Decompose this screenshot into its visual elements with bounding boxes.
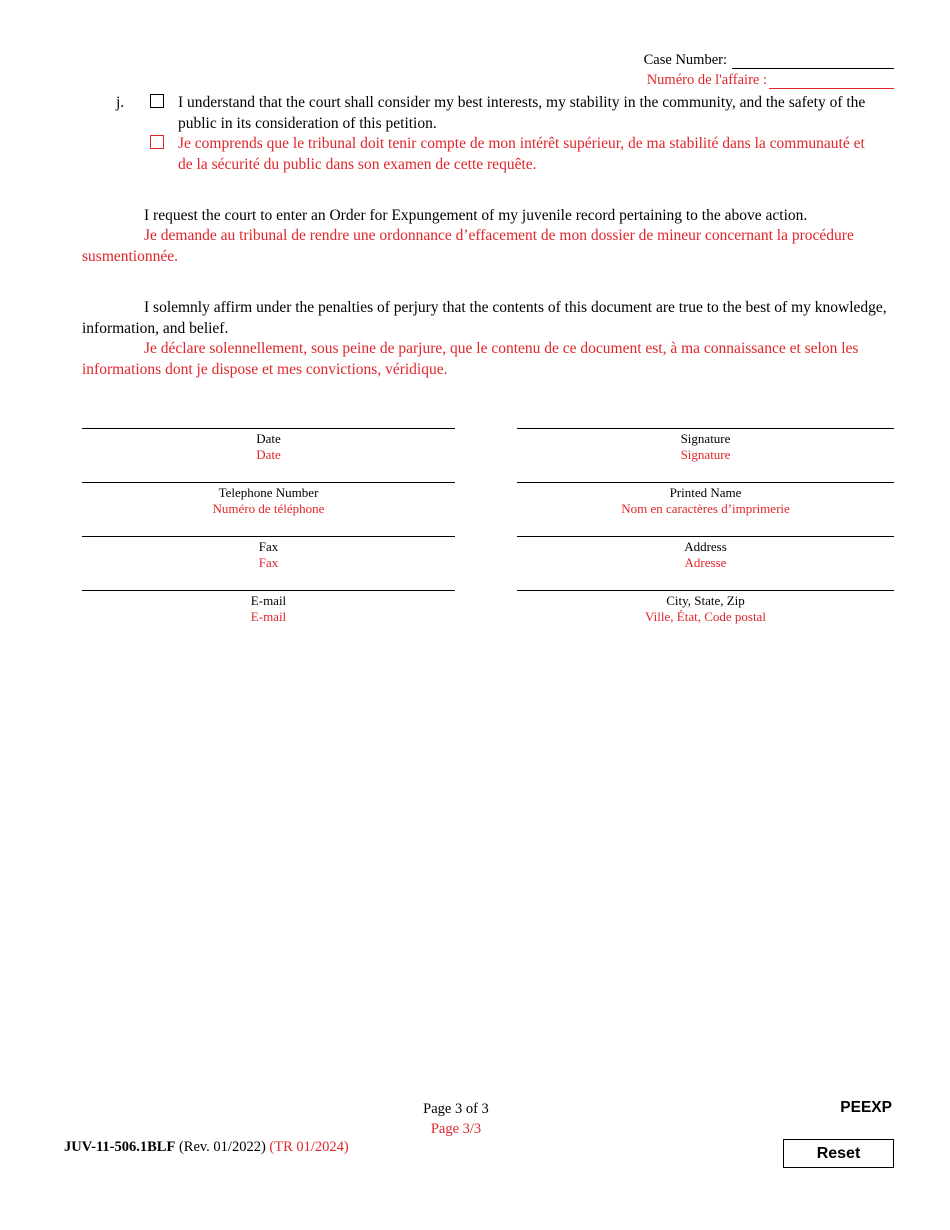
fax-label-fr: Fax (258, 555, 279, 570)
telephone-label-fr: Numéro de téléphone (212, 501, 325, 516)
item-j-marker: j. (116, 94, 125, 111)
form-code: PEEXP (840, 1099, 892, 1116)
item-j-checkbox[interactable] (150, 94, 164, 108)
request-text-fr: Je demande au tribunal de rendre une ordonnance d’effacement de mon dossier de mineur concernant la procédure susmentionnée. (82, 227, 854, 265)
fax-field[interactable] (82, 536, 455, 590)
telephone-field[interactable] (82, 482, 455, 536)
item-j-text-fr: Je comprends que le tribunal doit tenir compte de mon intérêt supérieur, de ma stabilité dans la communauté et de la sécurité du public dans son examen de cette requête. (178, 135, 865, 173)
email-field[interactable] (82, 590, 455, 644)
form-identifier (64, 1139, 349, 1156)
case-number-label-fr: Numéro de l'affaire : (646, 72, 767, 88)
signature-field[interactable] (517, 428, 894, 482)
printed-name-field[interactable] (517, 482, 894, 536)
date-label: Date (256, 431, 281, 446)
page-number: Page 3 of 3 (423, 1101, 489, 1117)
affirmation-text: I solemnly affirm under the penalties of perjury that the contents of this document are true to the best of my knowledge, information, and belief. (82, 299, 887, 337)
form-id: JUV-11-506.1BLF (64, 1139, 176, 1155)
case-number-field[interactable] (732, 68, 894, 69)
city-state-zip-field[interactable] (517, 590, 894, 644)
address-label: Address (684, 539, 727, 554)
printed-name-label: Printed Name (669, 485, 742, 500)
telephone-label: Telephone Number (218, 485, 319, 500)
city-state-zip-label-fr: Ville, État, Code postal (645, 609, 766, 624)
address-label-fr: Adresse (684, 555, 727, 570)
affirmation-text-fr: Je déclare solennellement, sous peine de parjure, que le contenu de ce document est, à ma connaissance et selon les informations dont je dispose et mes convictions, véridique. (82, 340, 859, 378)
form-revision: (Rev. 01/2022) (178, 1139, 266, 1155)
email-label-fr: E-mail (250, 609, 287, 624)
request-text: I request the court to enter an Order for Expungement of my juvenile record pertaining to the above action. (144, 207, 808, 224)
form-translation: (TR 01/2024) (269, 1139, 349, 1155)
address-field[interactable] (517, 536, 894, 590)
date-field[interactable] (82, 428, 455, 482)
reset-button[interactable]: Reset (783, 1139, 894, 1168)
date-label-fr: Date (256, 447, 281, 462)
printed-name-label-fr: Nom en caractères d’imprimerie (621, 501, 790, 516)
page-number-fr: Page 3/3 (430, 1121, 482, 1137)
city-state-zip-label: City, State, Zip (666, 593, 745, 608)
case-number-field-fr (769, 88, 894, 89)
fax-label: Fax (258, 539, 279, 554)
item-j-checkbox-fr[interactable] (150, 135, 164, 149)
signature-label-fr: Signature (680, 447, 731, 462)
case-number-label: Case Number: (643, 52, 727, 68)
email-label: E-mail (250, 593, 287, 608)
signature-label: Signature (680, 431, 731, 446)
item-j-text: I understand that the court shall consider my best interests, my stability in the community, and the safety of the public in its consideration of this petition. (178, 94, 866, 132)
